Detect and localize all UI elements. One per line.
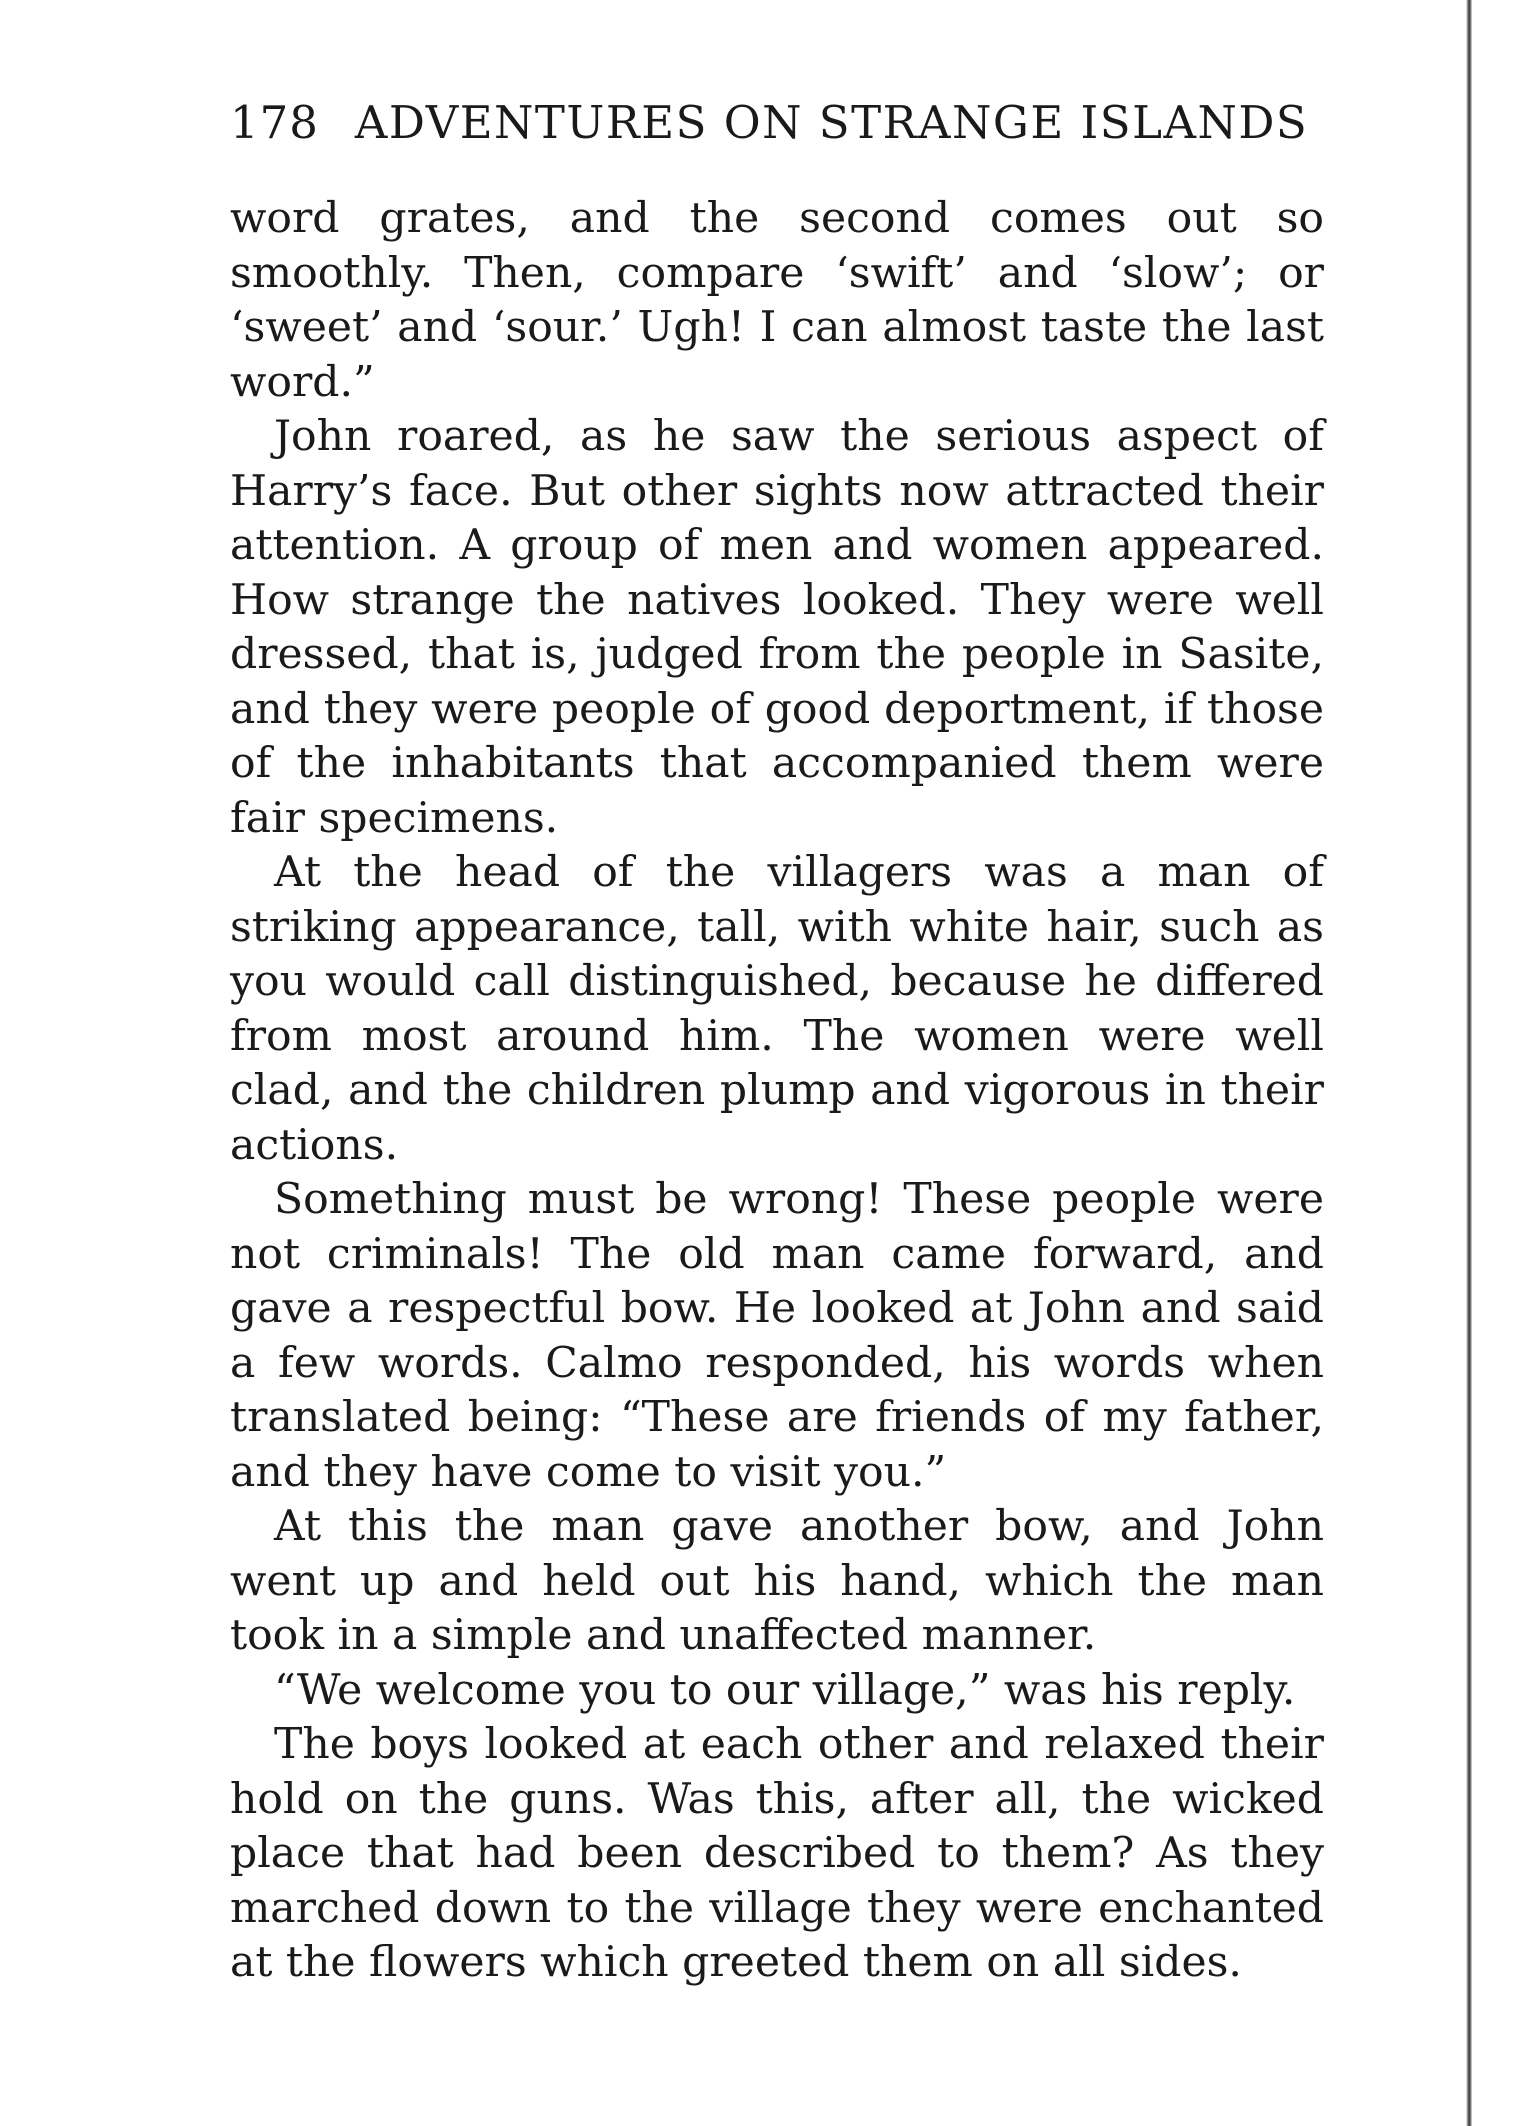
- paragraph: Something must be wrong! These people were not criminals! The old man came forward, and gave a respectful bow. He looked at John and said a few words. Calmo responded, his words when translated being: “These are friends of my father, and they have come to visit you.”: [230, 1175, 1324, 1497]
- body-text: [230, 192, 1324, 1991]
- page-binding-edge: [1466, 0, 1472, 2126]
- paragraph: The boys looked at each other and relaxed their hold on the guns. Was this, after all, the wicked place that had been described to them? As they marched down to the village they were enchanted at the flowers which greeted them on all sides.: [230, 1720, 1324, 1987]
- paragraph: At the head of the villagers was a man of striking appearance, tall, with white hair, such as you would call distinguished, because he differed from most around him. The women were well clad, and the children plump and vigorous in their actions.: [230, 848, 1324, 1170]
- paragraph-continued: word grates, and the second comes out so smoothly. Then, compare ‘swift’ and ‘slow’; or ‘sweet’ and ‘sour.’ Ugh! I can almost taste the last word.”: [230, 194, 1324, 407]
- page-number: 178: [230, 96, 319, 149]
- paragraph: “We welcome you to our village,” was his reply.: [274, 1665, 1296, 1715]
- running-title: ADVENTURES ON STRANGE ISLANDS: [354, 96, 1309, 149]
- paragraph: At this the man gave another bow, and John went up and held out his hand, which the man took in a simple and unaffected manner.: [230, 1502, 1324, 1660]
- page-header: [230, 96, 1310, 156]
- paragraph: John roared, as he saw the serious aspect of Harry’s face. But other sights now attracted their attention. A group of men and women appeared. How strange the natives looked. They were well dressed, that is, judged from the people in Sasite, and they were people of good deportment, if those of the inhabitants that accompanied them were fair specimens.: [230, 412, 1324, 843]
